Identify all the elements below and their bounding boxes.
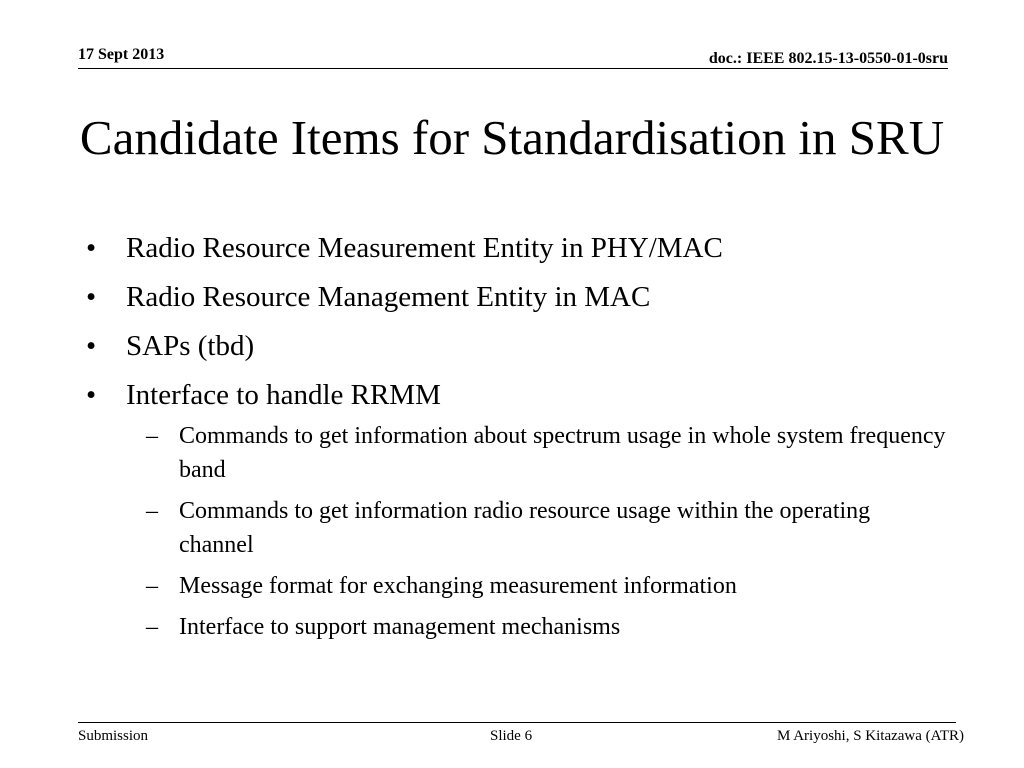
footer-authors: M Ariyoshi, S Kitazawa (ATR) <box>776 728 964 744</box>
bullet-marker: • <box>86 232 97 264</box>
bullet-item <box>86 277 946 317</box>
sub-bullet-text: Commands to get information radio resource usage within the operating channel <box>179 498 871 558</box>
bullet-text: Interface to handle RRMM <box>126 379 441 411</box>
sub-bullet-item <box>134 494 946 562</box>
bullet-text: Radio Resource Management Entity in MAC <box>126 281 651 313</box>
sub-bullet-list <box>126 419 946 644</box>
bullet-item <box>86 228 946 268</box>
sub-bullet-marker: – <box>146 573 158 599</box>
sub-bullet-text: Message format for exchanging measurement information <box>179 573 737 599</box>
sub-bullet-item <box>134 419 946 487</box>
sub-bullet-marker: – <box>146 498 158 524</box>
footer-submission: Submission <box>78 728 149 744</box>
sub-bullet-text: Commands to get information about spectrum usage in whole system frequency band <box>179 423 946 483</box>
bullet-item <box>86 375 946 644</box>
sub-bullet-item <box>134 610 946 644</box>
sub-bullet-marker: – <box>146 423 158 449</box>
bullet-text: Radio Resource Measurement Entity in PHY/MAC <box>126 232 723 264</box>
bullet-text: SAPs (tbd) <box>126 330 255 362</box>
slide-title: Candidate Items for Standardisation in SRU <box>79 110 945 165</box>
sub-bullet-marker: – <box>146 614 158 640</box>
header-date: 17 Sept 2013 <box>78 46 165 63</box>
footer-slide-number: Slide 6 <box>490 728 533 744</box>
bullet-marker: • <box>86 379 97 411</box>
sub-bullet-text: Interface to support management mechanisms <box>179 614 621 640</box>
bullet-marker: • <box>86 330 97 362</box>
bullet-item <box>86 326 946 366</box>
bullet-marker: • <box>86 281 97 313</box>
header-divider <box>78 68 948 69</box>
sub-bullet-item <box>134 569 946 603</box>
footer-divider <box>78 722 956 723</box>
bullet-list <box>86 228 946 653</box>
header-doc-id: doc.: IEEE 802.15-13-0550-01-0sru <box>708 50 948 67</box>
